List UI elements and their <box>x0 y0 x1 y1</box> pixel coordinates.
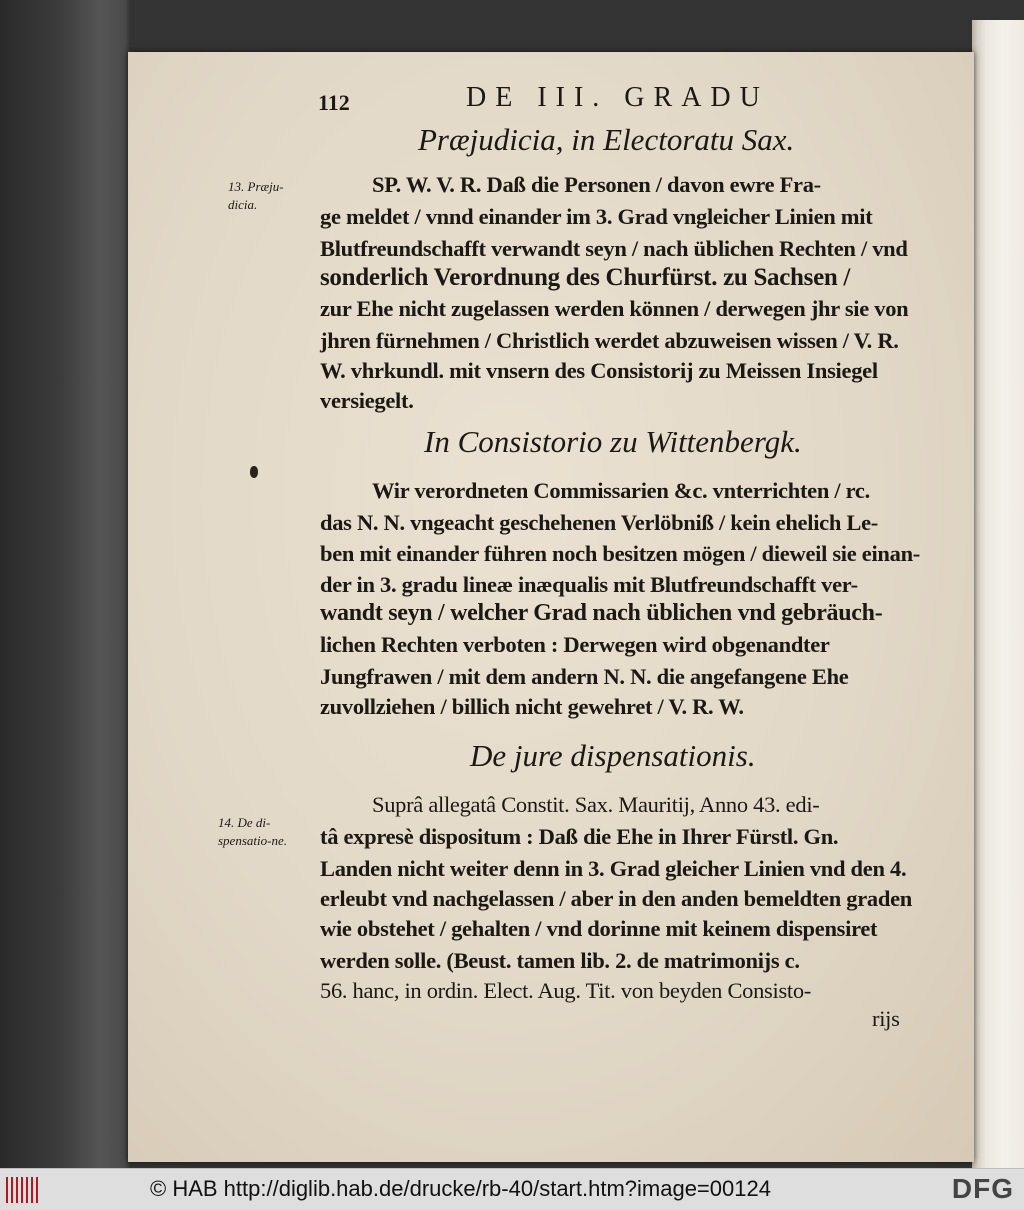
text-line: werden solle. (Beust. tamen lib. 2. de matrimonijs c. <box>320 948 800 973</box>
library-logo-icon <box>6 1177 40 1203</box>
text-line: jhren fürnehmen / Christlich werdet abzuweisen wissen / V. R. <box>320 328 899 353</box>
margin-note: 13. Præju-dicia. <box>228 179 284 212</box>
section-heading: In Consistorio zu Wittenbergk. <box>424 424 802 459</box>
text-line: wie obstehet / gehalten / vnd dorinne mit keinem dispensiret <box>320 916 878 941</box>
dfg-logo: DFG <box>951 1173 1014 1204</box>
running-head: DE III. GRADU <box>466 82 769 113</box>
text-line: Jungfrawen / mit dem andern N. N. die angefangene Ehe <box>320 664 849 689</box>
text-line: Landen nicht weiter denn in 3. Grad gleicher Linien vnd den 4. <box>320 856 907 881</box>
text-line: das N. N. vngeacht geschehenen Verlöbniß / kein ehelich Le- <box>320 510 878 535</box>
book-page <box>128 52 974 1162</box>
next-page-edge <box>972 20 1024 1168</box>
text-line: lichen Rechten verboten : Derwegen wird obgenandter <box>320 632 830 657</box>
text-line: zuvollziehen / billich nicht gewehret / V. R. W. <box>320 694 744 719</box>
text-line: der in 3. gradu lineæ inæqualis mit Blutfreundschafft ver- <box>320 572 858 597</box>
text-line: W. vhrkundl. mit vnsern des Consistorij zu Meissen Insiegel <box>320 358 878 383</box>
text-line: ben mit einander führen noch besitzen mögen / dieweil sie einan- <box>320 541 920 566</box>
section-heading: De jure dispensationis. <box>470 738 756 773</box>
copyright-link[interactable]: © HAB http://diglib.hab.de/drucke/rb-40/start.htm?image=00124 <box>150 1176 771 1201</box>
text-line: 56. hanc, in ordin. Elect. Aug. Tit. von beyden Consisto- <box>320 978 812 1003</box>
text-line: SP. W. V. R. Daß die Personen / davon ewre Fra- <box>372 172 821 197</box>
text-line: Wir verordneten Commissarien &c. vnterrichten / rc. <box>372 478 870 503</box>
section-heading: Præjudicia, in Electoratu Sax. <box>418 122 795 157</box>
text-line: tâ expresè dispositum : Daß die Ehe in Ihrer Fürstl. Gn. <box>320 824 839 849</box>
text-line: sonderlich Verordnung des Churfürst. zu Sachsen / <box>320 264 851 291</box>
viewer-footer <box>0 1168 1024 1210</box>
ink-spot <box>250 466 258 478</box>
text-line: versiegelt. <box>320 388 414 413</box>
page-number: 112 <box>318 90 350 115</box>
text-line: erleubt vnd nachgelassen / aber in den anden bemeldten graden <box>320 886 912 911</box>
text-line: Suprâ allegatâ Constit. Sax. Mauritij, Anno 43. edi- <box>372 792 820 817</box>
margin-note: 14. De di-spensatio-ne. <box>218 815 287 848</box>
text-line: wandt seyn / welcher Grad nach üblichen vnd gebräuch- <box>320 600 883 626</box>
text-line: zur Ehe nicht zugelassen werden können / derwegen jhr sie von <box>320 296 909 321</box>
text-line: Blutfreundschafft verwandt seyn / nach üblichen Rechten / vnd <box>320 236 908 261</box>
catchword: rijs <box>872 1006 900 1031</box>
text-line: ge meldet / vnnd einander im 3. Grad vngleicher Linien mit <box>320 204 873 229</box>
